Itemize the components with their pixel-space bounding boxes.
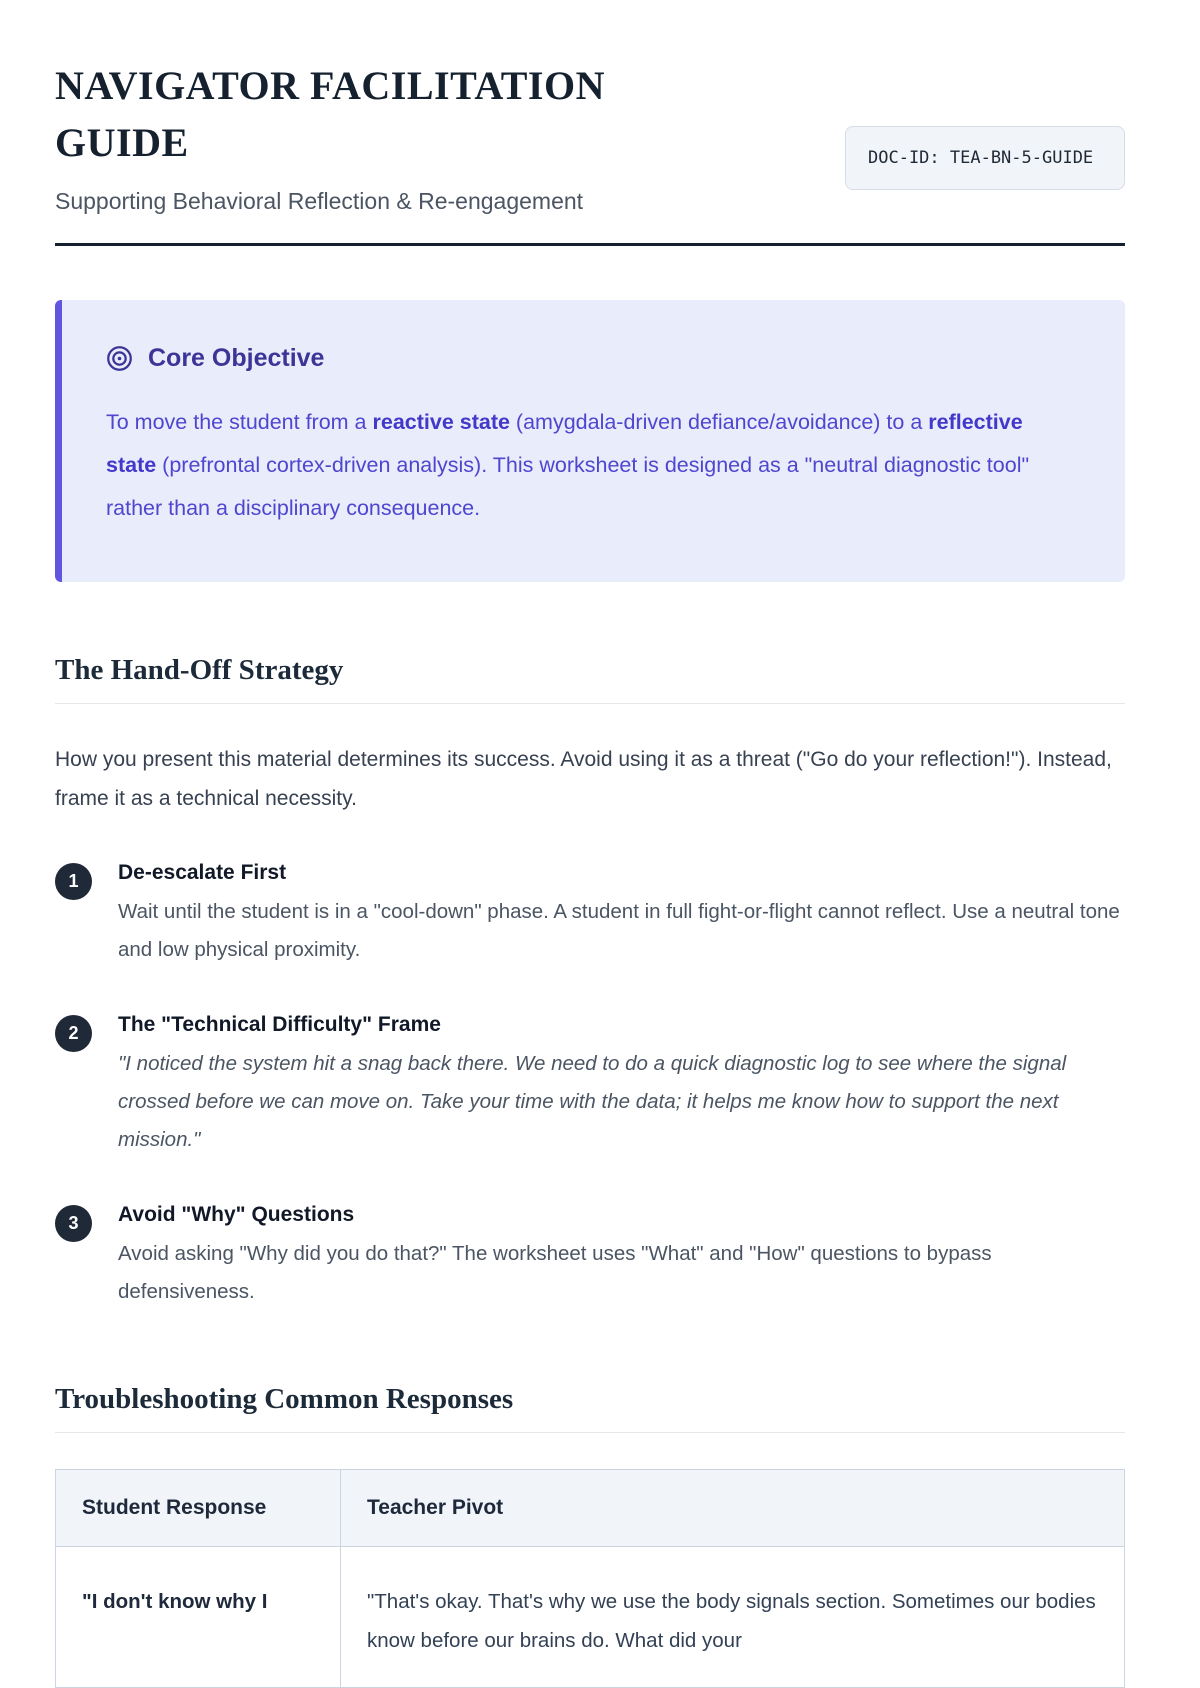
title-block [55, 58, 605, 215]
column-header-student-response: Student Response [56, 1469, 341, 1546]
step-technical-difficulty [55, 1013, 1125, 1159]
step-deescalate [55, 861, 1125, 969]
core-objective-heading [106, 344, 1077, 373]
column-header-teacher-pivot: Teacher Pivot [341, 1469, 1125, 1546]
core-objective-callout [55, 300, 1125, 582]
page-title-line2: GUIDE [55, 119, 189, 165]
handoff-steps [55, 861, 1125, 1310]
table-header [56, 1469, 1125, 1546]
doc-id-badge: DOC-ID: TEA-BN-5-GUIDE [845, 126, 1125, 190]
handoff-intro: How you present this material determines its success. Avoid using it as a threat ("Go do your reflection!"). Instead, frame it as a technical necessity. [55, 747, 1112, 811]
header-divider [55, 243, 1125, 246]
step-title: Avoid "Why" Questions [118, 1202, 355, 1226]
section-handoff-title: The Hand-Off Strategy [55, 654, 1125, 704]
cell-teacher-pivot: "That's okay. That's why we use the body signals section. Sometimes our bodies know before our brains do. What did your [341, 1546, 1125, 1687]
section-troubleshooting-title: Troubleshooting Common Responses [55, 1383, 1125, 1433]
step-body [118, 1203, 1125, 1311]
step-text: "I noticed the system hit a snag back there. We need to do a quick diagnostic log to see where the signal crossed before we can move on. Take your time with the data; it helps me know how to support the next mission." [118, 1052, 1067, 1152]
step-number-badge: 1 [55, 863, 92, 900]
table-row [56, 1546, 1125, 1687]
table-body [56, 1546, 1125, 1687]
core-objective-text: (prefrontal cortex-driven analysis). This worksheet is designed as a "neutral diagnostic tool" rather than a disciplinary consequence. [106, 452, 1030, 520]
core-objective-text: (amygdala-driven defiance/avoidance) to a [509, 409, 929, 434]
core-objective-heading-text: Core Objective [148, 343, 325, 372]
core-objective-bold-reflective: reflective state [106, 409, 1023, 477]
step-text: Avoid asking "Why did you do that?" The worksheet uses "What" and "How" questions to bypass defensiveness. [118, 1241, 992, 1303]
troubleshooting-table [55, 1469, 1125, 1688]
step-title: De-escalate First [118, 861, 287, 885]
step-title: The "Technical Difficulty" Frame [118, 1013, 441, 1037]
page-title [55, 58, 605, 172]
doc-header [55, 58, 1125, 215]
page-subtitle: Supporting Behavioral Reflection & Re-engagement [55, 187, 584, 214]
cell-student-response: "I don't know why I [56, 1546, 341, 1687]
core-objective-text: To move the student from a [106, 409, 373, 434]
page-title-line1: NAVIGATOR FACILITATION [55, 63, 605, 108]
core-objective-body [106, 401, 1077, 530]
step-number-badge: 3 [55, 1205, 92, 1242]
step-body [118, 861, 1125, 969]
core-objective-bold-reactive: reactive state [372, 409, 510, 434]
step-number-badge: 2 [55, 1015, 92, 1052]
table-header-row [56, 1469, 1125, 1546]
step-body [118, 1013, 1125, 1159]
step-text: Wait until the student is in a "cool-down" phase. A student in full fight-or-flight cannot reflect. Use a neutral tone and low physical proximity. [118, 900, 1120, 962]
bullseye-icon [106, 345, 133, 372]
step-avoid-why [55, 1203, 1125, 1311]
